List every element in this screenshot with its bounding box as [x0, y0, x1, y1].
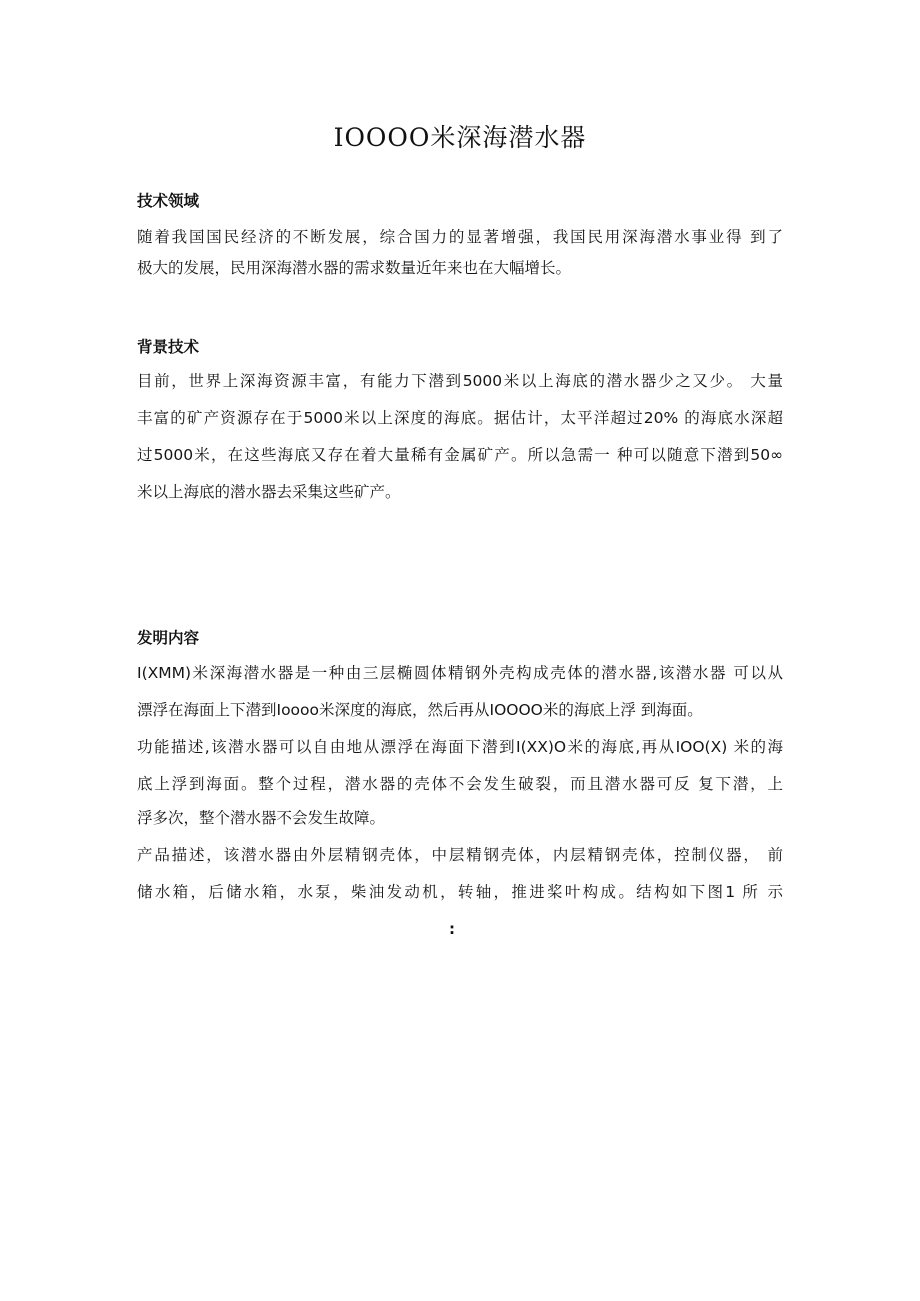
function-description-line-1: 功能描述,该潜水器可以自由地从漂浮在海面下潜到I(XX)O米的海底,再从IOO(X) 米的海 [137, 738, 783, 756]
section-heading-invention: 发明内容 [137, 629, 200, 647]
function-description-line-3: 浮多次，整个潜水器不会发生故障。 [137, 809, 386, 827]
background-line-4: 米以上海底的潜水器去采集这些矿产。 [137, 483, 401, 501]
section-heading-technical-field: 技术领域 [137, 192, 200, 210]
function-description-line-2: 底上浮到海面。整个过程，潜水器的壳体不会发生破裂，而且潜水器可反 复下潜，上 [137, 775, 783, 793]
product-description-line-1: 产品描述，该潜水器由外层精钢壳体，中层精钢壳体，内层精钢壳体，控制仪器， 前 [137, 846, 783, 864]
figure-colon: : [449, 920, 455, 938]
product-description-line-2: 储水箱，后储水箱，水泵，柴油发动机，转轴，推进桨叶构成。结构如下图1 所 示 [137, 883, 783, 901]
background-line-3: 过5000米，在这些海底又存在着大量稀有金属矿产。所以急需一 种可以随意下潜到50∞ [137, 446, 783, 464]
invention-intro-line-2: 漂浮在海面上下潜到Ioooo米深度的海底，然后再从IOOOO米的海底上浮 到海面。 [137, 701, 703, 719]
invention-intro-line-1: I(XMM)米深海潜水器是一种由三层椭圆体精钢外壳构成壳体的潜水器,该潜水器 可以从 [137, 664, 783, 682]
background-line-1: 目前，世界上深海资源丰富，有能力下潜到5000米以上海底的潜水器少之又少。 大量 [137, 372, 783, 390]
technical-field-line-2: 极大的发展，民用深海潜水器的需求数量近年来也在大幅增长。 [137, 259, 572, 277]
document-title: IOOOO米深海潜水器 [333, 123, 587, 152]
section-heading-background: 背景技术 [137, 338, 200, 356]
technical-field-line-1: 随着我国国民经济的不断发展，综合国力的显著增强，我国民用深海潜水事业得 到了 [137, 228, 783, 246]
background-line-2: 丰富的矿产资源存在于5000米以上深度的海底。据估计，太平洋超过20% 的海底水深超 [137, 409, 783, 427]
